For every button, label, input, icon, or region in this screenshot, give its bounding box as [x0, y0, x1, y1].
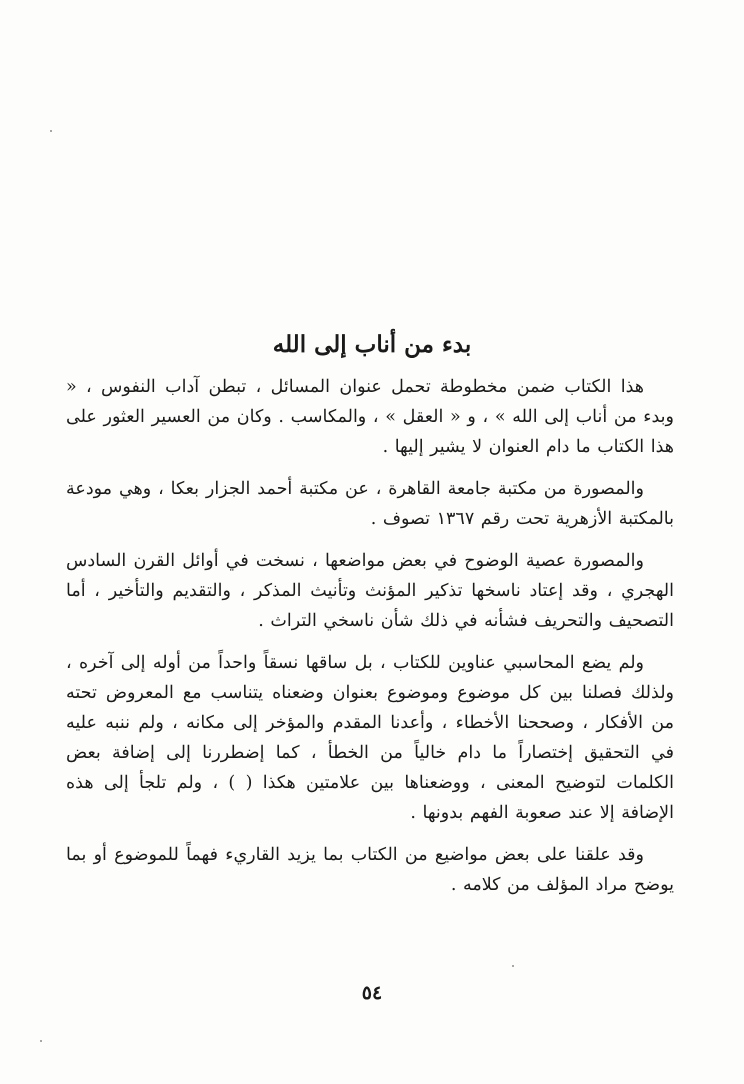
paragraph-5: وقد علقنا على بعض مواضيع من الكتاب بما يزيد القاريء فهماً للموضوع أو بما يوضح مراد المؤلف من كلامه . [66, 845, 674, 895]
page-number: ٥٤ [361, 982, 383, 1004]
body-text [66, 372, 674, 912]
section-title: بدء من أناب إلى الله [272, 331, 472, 358]
paragraph-4: ولم يضع المحاسبي عناوين للكتاب ، بل ساقها نسقاً واحداً من أوله إلى آخره ، ولذلك فصلنا بين كل موضوع وموضوع بعنوان وضعناه يتناسب مع المعروض تحته من الأفكار ، وصححنا الأخطاء ، وأعدنا المقدم والمؤخر إلى مكانه ، ولم ننبه عليه في التحقيق إختصاراً ما دام خالياً من الخطأ ، كما إضطررنا إلى إضافة بعض الكلمات لتوضيح المعنى ، ووضعناها بين علامتين هكذا ( ) ، ولم تلجأ إلى هذه الإضافة إلا عند صعوبة الفهم بدونها . [66, 653, 674, 823]
paragraph-1: هذا الكتاب ضمن مخطوطة تحمل عنوان المسائل ، تبطن آداب النفوس ، « وبدء من أناب إلى الله » ، و « العقل » ، والمكاسب . وكان من العسير العثور على هذا الكتاب ما دام العنوان لا يشير إليها . [66, 377, 674, 457]
scan-speck [50, 130, 52, 132]
paragraph-2: والمصورة من مكتبة جامعة القاهرة ، عن مكتبة أحمد الجزار بعكا ، وهي مودعة بالمكتبة الأزهرية تحت رقم ١٣٦٧ تصوف . [66, 479, 674, 529]
scan-speck [512, 965, 514, 967]
scan-speck [40, 1040, 42, 1042]
paragraph-3: والمصورة عصية الوضوح في بعض مواضعها ، نسخت في أوائل القرن السادس الهجري ، وقد إعتاد ناسخها تذكير المؤنث وتأنيث المذكر ، والتقديم والتأخير ، أما التصحيف والتحريف فشأنه في ذلك شأن ناسخي التراث . [66, 551, 674, 631]
